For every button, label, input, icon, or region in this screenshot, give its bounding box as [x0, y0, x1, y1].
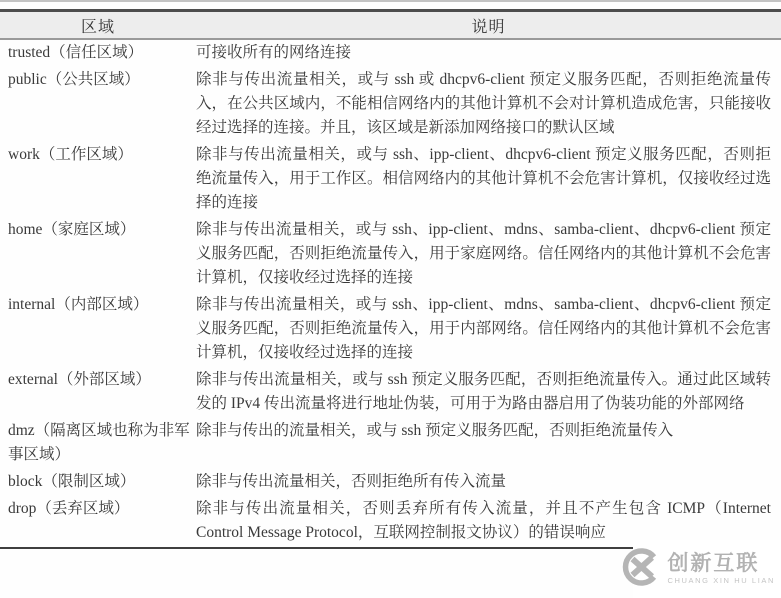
column-header-zone: 区域: [80, 18, 115, 36]
desc-cell: 除非与传出的流量相关，或与 ssh 预定义服务匹配，否则拒绝流量传入: [196, 422, 674, 439]
zone-cell: drop（丢弃区域）: [8, 500, 130, 517]
table-body: [0, 40, 781, 547]
desc-cell: 除非与传出流量相关，否则拒绝所有传入流量: [196, 473, 507, 490]
zone-cell: dmz（隔离区域也称为非军事区域）: [8, 422, 190, 463]
table-row: [0, 367, 781, 418]
zone-cell: block（限制区域）: [8, 473, 136, 490]
watermark-name: 创新互联: [667, 552, 760, 576]
table-header-row: [0, 12, 781, 40]
zone-cell: trusted（信任区域）: [8, 44, 144, 61]
table-row: [0, 292, 781, 367]
watermark-text: [667, 553, 775, 585]
table-row: [0, 40, 781, 67]
table-row: [0, 469, 781, 496]
desc-cell: 除非与传出流量相关，或与 ssh 或 dhcpv6-client 预定义服务匹配，否则拒绝流量传入，在公共区域内，不能相信网络内的其他计算机不会对计算机造成危害，只能接收经过选择的连接。并且，该区域是新添加网络接口的默认区域: [196, 71, 771, 136]
desc-cell: 可接收所有的网络连接: [196, 44, 352, 61]
table-row: [0, 67, 781, 142]
watermark: [633, 540, 781, 598]
zone-cell: internal（内部区域）: [8, 296, 149, 313]
desc-cell: 除非与传出流量相关，或与 ssh、ipp-client、mdns、samba-client、dhcpv6-client 预定义服务匹配，否则拒绝流量传入，用于内部网络。信任网络内的其他计算机不会危害计算机，仅接收经过选择的连接: [196, 296, 771, 361]
zone-cell: work（工作区域）: [8, 146, 133, 163]
desc-cell: 除非与传出流量相关，否则丢弃所有传入流量，并且不产生包含 ICMP（Internet Control Message Protocol，互联网控制报文协议）的错误响应: [196, 500, 771, 541]
zone-cell: public（公共区域）: [8, 71, 140, 88]
zone-cell: external（外部区域）: [8, 371, 151, 388]
desc-cell: 除非与传出流量相关，或与 ssh 预定义服务匹配，否则拒绝流量传入。通过此区域转发的 IPv4 传出流量将进行地址伪装，可用于为路由器启用了伪装功能的外部网络: [196, 371, 771, 412]
scan-edge-line: [0, 0, 781, 2]
watermark-caption: CHUANG XIN HU LIAN: [667, 576, 775, 586]
column-header-description: 说明: [471, 18, 506, 36]
cx-logo-icon: [621, 547, 661, 592]
desc-cell: 除非与传出流量相关，或与 ssh、ipp-client、mdns、samba-client、dhcpv6-client 预定义服务匹配，否则拒绝流量传入，用于家庭网络。信任网络内的其他计算机不会危害计算机，仅接收经过选择的连接: [196, 221, 771, 286]
table-row: [0, 217, 781, 292]
table-row: [0, 142, 781, 217]
zone-cell: home（家庭区域）: [8, 221, 136, 238]
desc-cell: 除非与传出流量相关，或与 ssh、ipp-client、dhcpv6-client 预定义服务匹配，否则拒绝流量传入，用于工作区。相信网络内的其他计算机不会危害计算机，仅接收经过选择的连接: [196, 146, 771, 211]
table-row: [0, 418, 781, 469]
